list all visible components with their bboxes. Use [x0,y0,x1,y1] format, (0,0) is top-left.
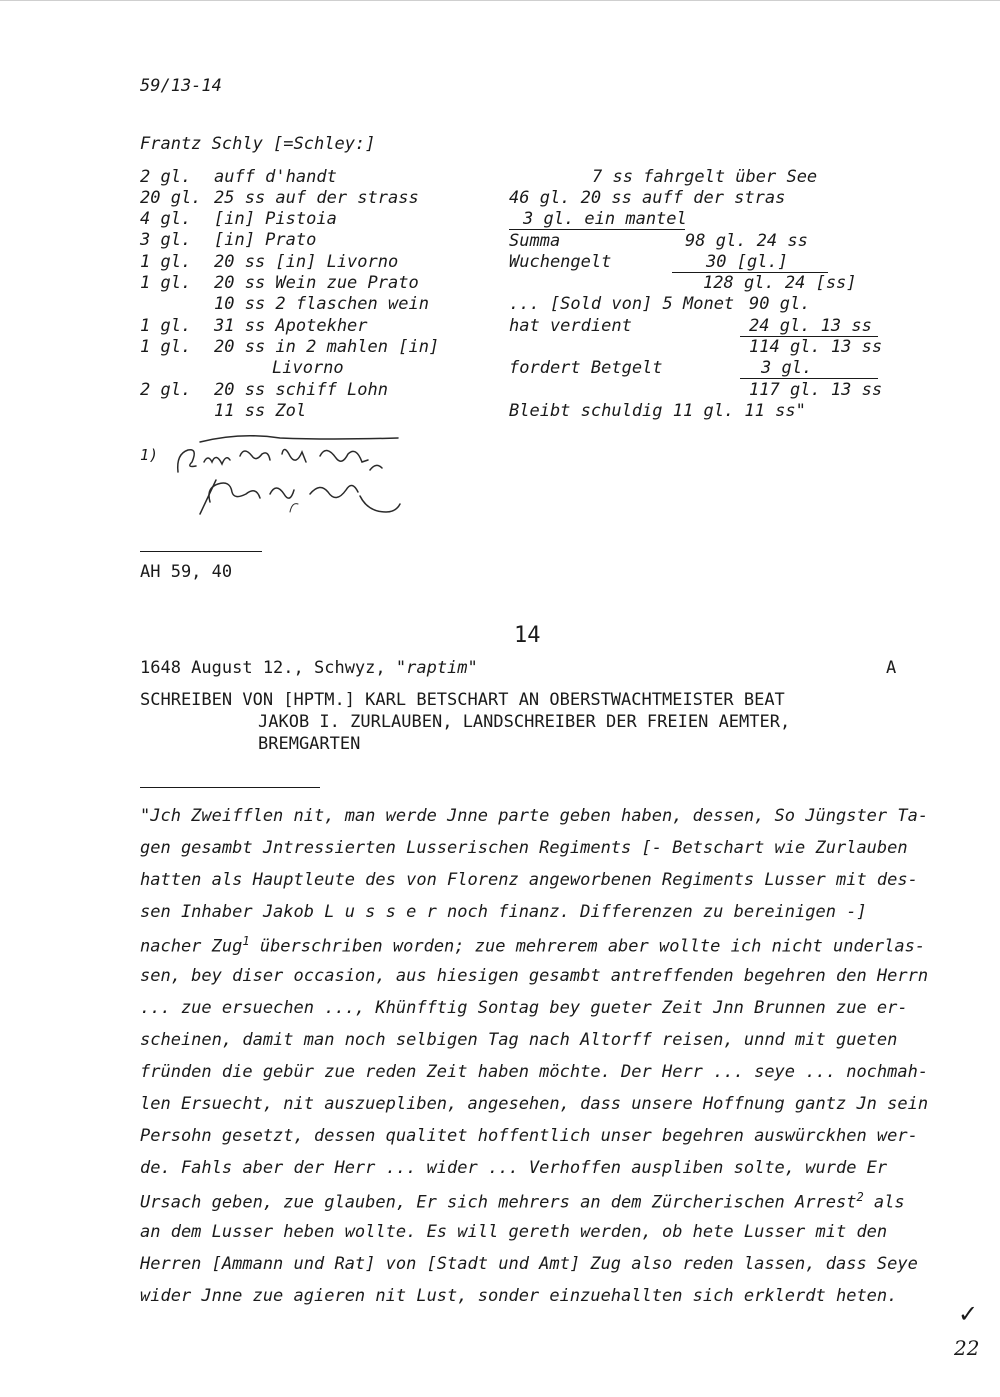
left-item: 20 ss in 2 mahlen [in] [214,337,440,357]
body-text: Ursach geben, zue glauben, Er sich mehrers an dem Zürcherischen Arrest [140,1192,857,1213]
left-item: Livorno [272,358,344,378]
right-label: hat verdient [509,316,632,336]
separator-rule [140,787,320,788]
dateline [140,658,478,678]
heading-line: BREMGARTEN [258,734,361,754]
body-line: hatten als Hauptleute des von Florenz angeworbenen Regiments Lusser mit des- [140,870,918,890]
page-reference: 59/13-14 [140,76,222,96]
right-label: Summa [509,231,561,251]
handwritten-signature [170,432,410,522]
body-line: wider Jnne zue agieren nit Lust, sonder einzuehallten sich erklerdt heten. [140,1286,898,1306]
handwritten-check-mark: ✓ [958,1300,979,1328]
left-amount: 1 gl. [140,252,192,272]
left-item: 31 ss Apotekher [214,316,368,336]
document-class: A [886,658,897,678]
body-text: nacher Zug [140,936,243,957]
right-value: 90 gl. [749,294,811,314]
document-number: 14 [514,623,541,648]
right-value: 128 gl. 24 [ss] [703,273,857,293]
dateline-text: 1648 August 12., Schwyz, [140,658,396,678]
left-amount: 1 gl. [140,337,192,357]
dateline-quote: "raptim" [395,658,478,678]
footnote-marker: 1) [140,446,159,464]
left-amount: 2 gl. [140,380,192,400]
right-label: ... [Sold von] 5 Monet [509,294,735,314]
right-value: 3 gl. [740,358,878,379]
body-line: Herren [Ammann und Rat] von [Stadt und Amt] Zug also reden lassen, dass Seye [140,1254,918,1274]
body-text: als [863,1192,905,1213]
left-amount: 1 gl. [140,316,192,336]
left-amount: 3 gl. [140,230,192,250]
heading-line: SCHREIBEN VON [HPTM.] KARL BETSCHART AN OBERSTWACHTMEISTER BEAT [140,690,785,710]
footnote-ref: 2 [856,1190,864,1204]
left-item: 20 ss schiff Lohn [214,380,388,400]
body-line: de. Fahls aber der Herr ... wider ... Verhoffen auspliben solte, wurde Er [140,1158,888,1178]
left-amount: 1 gl. [140,273,192,293]
archive-reference: AH 59, 40 [140,562,233,582]
body-line: scheinen, damit man noch selbigen Tag nach Altorff reisen, unnd mit gueten [140,1030,898,1050]
body-line [140,1190,905,1213]
right-value: 117 gl. 13 ss [749,380,883,400]
right-line: Bleibt schuldig 11 gl. 11 ss" [509,401,806,421]
account-author: Frantz Schly [=Schley:] [140,134,376,154]
right-line: 3 gl. ein mantel [509,209,685,230]
right-line: 7 ss fahrgelt über See [592,167,818,187]
scan-edge [0,0,1000,1]
body-line: ... zue ersuechen ..., Khünfftig Sontag bey gueter Zeit Jnn Brunnen zue er- [140,998,908,1018]
right-value: 114 gl. 13 ss [749,337,883,357]
body-line [140,934,925,957]
footnote-ref: 1 [242,934,250,948]
body-line: Persohn gesetzt, dessen qualitet hoffentlich unser begehren auswürckhen wer- [140,1126,918,1146]
right-label: fordert Betgelt [509,358,663,378]
body-line: "Jch Zweifflen nit, man werde Jnne parte geben haben, dessen, So Jüngster Ta- [140,806,929,826]
body-line: fründen die gebür zue reden Zeit haben möchte. Der Herr ... seye ... nochmah- [140,1062,929,1082]
body-text: überschriben worden; zue mehrerem aber wollte ich nicht underlas- [249,936,926,957]
body-line: len Ersuecht, nit auszuepliben, angesehen, dass unsere Hoffnung gantz Jn sein [140,1094,929,1114]
body-line: an dem Lusser heben wollte. Es will gereth werden, ob hete Lusser mit den [140,1222,888,1242]
right-value: 30 [gl.] [672,252,828,273]
body-line: sen Inhaber Jakob L u s s e r noch finanz. Differenzen zu bereinigen -] [140,902,867,922]
right-value: 24 gl. 13 ss [740,316,878,337]
left-item: auff d'handt [214,167,337,187]
left-item: 20 ss Wein zue Prato [214,273,419,293]
left-item: [in] Pistoia [214,209,337,229]
separator-rule [140,551,262,552]
left-amount: 20 gl. [140,188,202,208]
right-value: 98 gl. 24 ss [685,231,808,251]
left-item: 10 ss 2 flaschen wein [214,294,429,314]
right-label: Wuchengelt [509,252,612,272]
handwritten-number: 22 [954,1336,980,1360]
left-item: [in] Prato [214,230,317,250]
left-amount: 2 gl. [140,167,192,187]
left-item: 20 ss [in] Livorno [214,252,399,272]
left-item: 25 ss auf der strass [214,188,419,208]
right-line: 46 gl. 20 ss auff der stras [509,188,786,208]
left-amount: 4 gl. [140,209,192,229]
body-line: gen gesambt Jntressierten Lusserischen Regiments [- Betschart wie Zurlauben [140,838,908,858]
body-line: sen, bey diser occasion, aus hiesigen gesambt antreffenden begehren den Herrn [140,966,929,986]
left-item: 11 ss Zol [214,401,307,421]
heading-line: JAKOB I. ZURLAUBEN, LANDSCHREIBER DER FREIEN AEMTER, [258,712,791,732]
